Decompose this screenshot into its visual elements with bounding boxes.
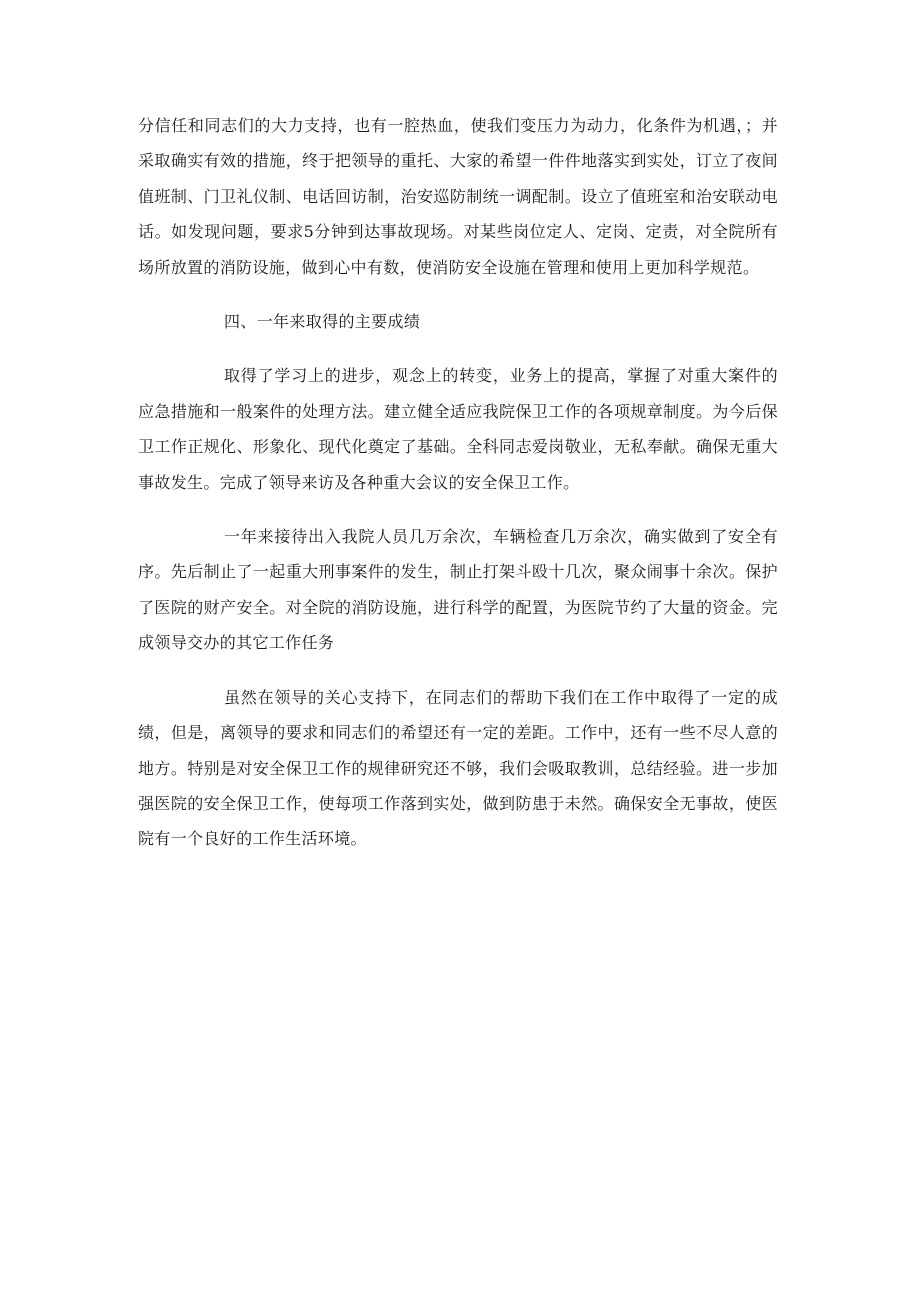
paragraph-statistics: 一年来接待出入我院人员几万余次，车辆检查几万余次，确实做到了安全有序。先后制止了一起重大刑事案件的发生，制止打架斗殴十几次，聚众闹事十余次。保护了医院的财产安全。对全院的消防设施，进行科学的配置，为医院节约了大量的资金。完成领导交办的其它工作任务 <box>138 527 778 653</box>
paragraph-gap <box>138 661 778 680</box>
paragraph-gap <box>138 500 778 519</box>
paragraph-gap <box>138 285 778 304</box>
paragraph-gap <box>138 339 778 358</box>
paragraph-measures: 分信任和同志们的大力支持，也有一腔热血，使我们变压力为动力，化条件为机遇，；并采取确实有效的措施，终于把领导的重托、大家的希望一件件地落实到实处，订立了夜间值班制、门卫礼仪制、电话回访制，治安巡防制统一调配制。设立了值班室和治安联动电话。如发现问题，要求5分钟到达事故现场。对某些岗位定人、定岗、定责，对全院所有场所放置的消防设施，做到心中有数，使消防安全设施在管理和使用上更加科学规范。 <box>138 116 778 277</box>
section-heading-achievements: 四、一年来取得的主要成绩 <box>224 312 421 332</box>
paragraph-achievements: 取得了学习上的进步，观念上的转变，业务上的提高，掌握了对重大案件的应急措施和一般案件的处理方法。建立健全适应我院保卫工作的各项规章制度。为今后保卫工作正规化、形象化、现代化奠定了基础。全科同志爱岗敬业，无私奉献。确保无重大事故发生。完成了领导来访及各种重大会议的安全保卫工作。 <box>138 366 778 492</box>
paragraph-shortcomings: 虽然在领导的关心支持下，在同志们的帮助下我们在工作中取得了一定的成绩，但是，离领导的要求和同志们的希望还有一定的差距。工作中，还有一些不尽人意的地方。特别是对安全保卫工作的规律研究还不够，我们会吸取教训，总结经验。进一步加强医院的安全保卫工作，使每项工作落到实处，做到防患于未然。确保安全无事故，使医院有一个良好的工作生活环境。 <box>138 687 778 849</box>
document-body <box>138 108 778 857</box>
